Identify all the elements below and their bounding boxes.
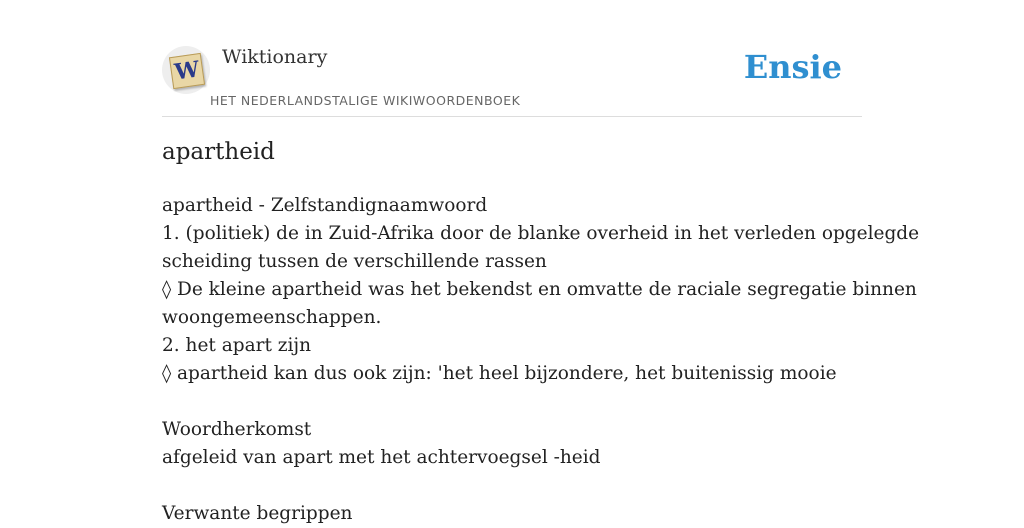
wiktionary-logo-icon[interactable] (162, 46, 210, 94)
spacer (162, 388, 867, 416)
related-heading: Verwante begrippen (162, 503, 353, 524)
site-name[interactable]: Wiktionary (222, 46, 328, 68)
ensie-brand-link[interactable]: Ensie (743, 48, 842, 86)
site-header (162, 40, 862, 117)
etymology-heading: Woordherkomst (162, 419, 312, 440)
entry-line: 2. het apart zijn (162, 335, 312, 356)
entry-line: woongemeenschappen. (162, 307, 382, 328)
entry-line: scheiding tussen de verschillende rassen (162, 251, 547, 272)
etymology-text: afgeleid van apart met het achtervoegsel -heid (162, 447, 601, 468)
entry-line: ◊ De kleine apartheid was het bekendst en omvatte de raciale segregatie binnen (162, 279, 917, 300)
page-title: apartheid (162, 139, 275, 165)
entry-content (162, 192, 920, 528)
entry-line: apartheid - Zelfstandignaamwoord (162, 195, 488, 216)
spacer (162, 472, 867, 500)
entry-line: 1. (politiek) de in Zuid-Afrika door de blanke overheid in het verleden opgelegde (162, 223, 920, 244)
logo-letter: W (169, 53, 205, 89)
site-subtitle: HET NEDERLANDSTALIGE WIKIWOORDENBOEK (210, 93, 521, 108)
entry-line: ◊ apartheid kan dus ook zijn: 'het heel bijzondere, het buitenissig mooie (162, 363, 837, 384)
